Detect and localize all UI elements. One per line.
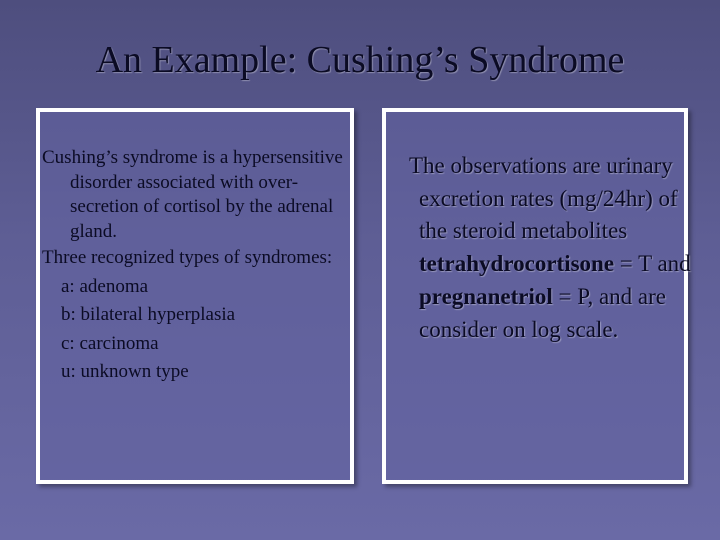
observations-paragraph [409,150,694,346]
type-item-c: c: carcinoma [61,332,159,354]
metabolite-pregnanetriol: pregnanetriol [419,283,553,309]
type-item-a: a: adenoma [61,275,149,297]
types-heading: Three recognized types of syndromes: [42,247,333,268]
intro-paragraph: Cushing’s syndrome is a hypersensitive disorder associated with over-secretion of cortisol by the adrenal gland. [42,147,343,242]
left-panel-content [42,146,352,387]
type-item-u: u: unknown type [61,361,189,382]
observations-text-1: The observations are urinary excretion rates (mg/24hr) of the steroid metabolites [409,153,678,244]
slide-title: An Example: Cushing’s Syndrome [95,39,625,81]
observations-text-3: = P, and are consider on log scale. [419,283,666,342]
observations-text-2: = T and [614,251,691,277]
type-item-b: b: bilateral hyperplasia [61,304,236,325]
metabolite-tetrahydrocortisone: tetrahydrocortisone [419,251,615,277]
